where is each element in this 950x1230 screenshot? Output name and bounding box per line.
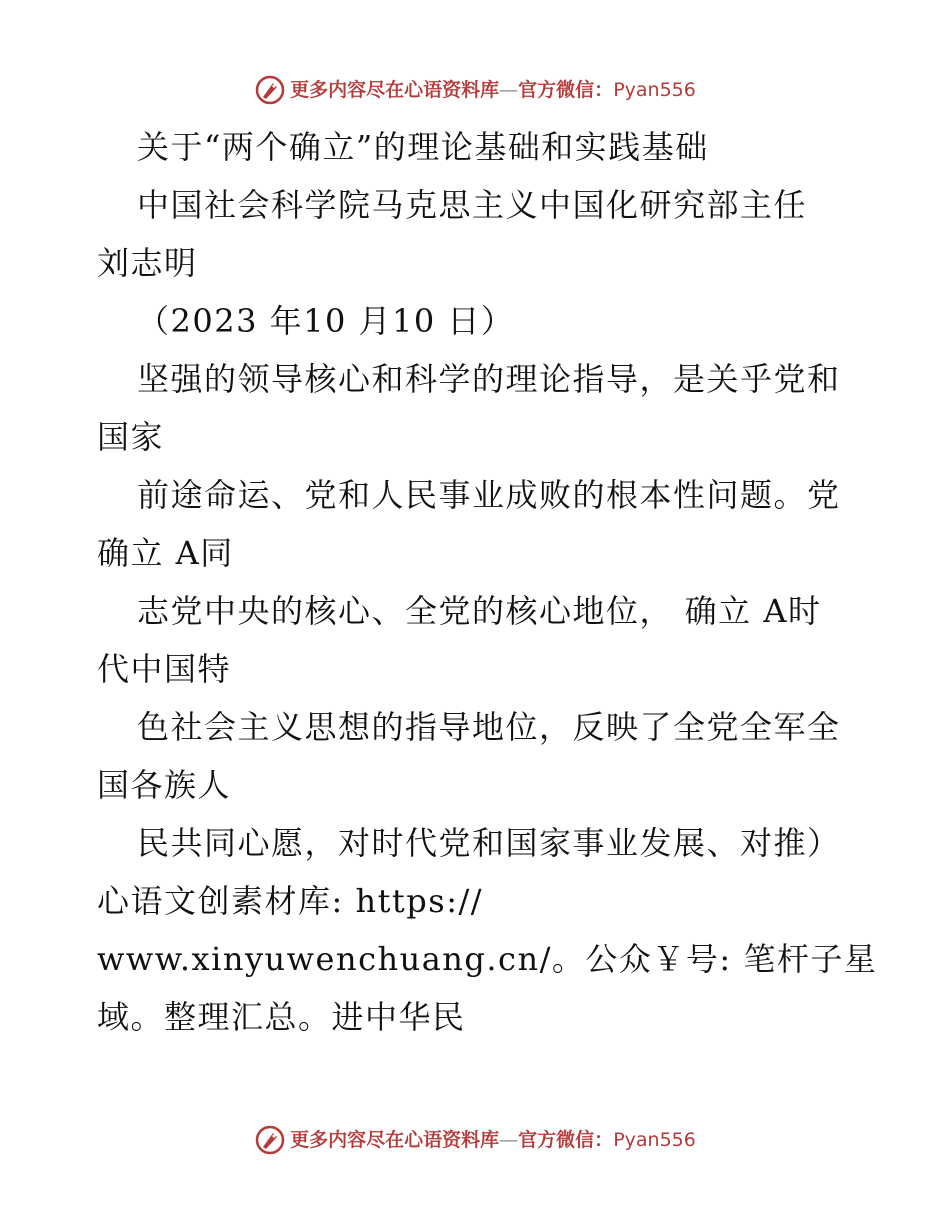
banner-main-text: 更多内容尽在心语资料库: [290, 1128, 500, 1151]
paragraph-line: 国家: [97, 418, 165, 456]
banner-wechat-id: Pyan556: [613, 1128, 696, 1151]
document-title: 关于“两个确立”的理论基础和实践基础: [137, 128, 709, 166]
paragraph-line: 前途命运、党和人民事业成败的根本性问题。党: [137, 476, 841, 514]
banner-text: [290, 78, 696, 101]
banner-main-text: 更多内容尽在心语资料库: [290, 78, 500, 101]
pen-nib-logo-icon: [254, 74, 286, 106]
banner-dash: —: [499, 78, 519, 101]
paragraph-line: 色社会主义思想的指导地位，反映了全党全军全: [137, 708, 841, 746]
document-date: （2023 年10 月10 日）: [137, 302, 515, 340]
paragraph-line: 民共同心愿，对时代党和国家事业发展、对推）: [137, 824, 841, 862]
paragraph-line: 心语文创素材库: https://: [97, 882, 484, 920]
banner-text: [290, 1128, 696, 1151]
pen-nib-logo-icon: [254, 1124, 286, 1156]
paragraph-line: 坚强的领导核心和科学的理论指导，是关乎党和: [137, 360, 841, 398]
banner-dash: —: [499, 1128, 519, 1151]
paragraph-line: 志党中央的核心、全党的核心地位， 确立 A时: [137, 592, 822, 630]
banner-wechat-id: Pyan556: [613, 78, 696, 101]
paragraph-line: 域。整理汇总。进中华民: [97, 998, 466, 1036]
paragraph-line: 确立 A同: [97, 534, 234, 572]
banner-wechat-label: 官方微信：: [518, 78, 614, 101]
header-banner: [0, 70, 950, 110]
author-affiliation: 中国社会科学院马克思主义中国化研究部主任: [137, 186, 808, 224]
paragraph-line: www.xinyuwenchuang.cn/。公众￥号: 笔杆子星: [97, 940, 878, 978]
author-name: 刘志明: [97, 244, 198, 282]
banner-wechat-label: 官方微信：: [518, 1128, 614, 1151]
paragraph-line: 国各族人: [97, 766, 232, 804]
paragraph-line: 代中国特: [97, 650, 232, 688]
footer-banner: [0, 1120, 950, 1160]
